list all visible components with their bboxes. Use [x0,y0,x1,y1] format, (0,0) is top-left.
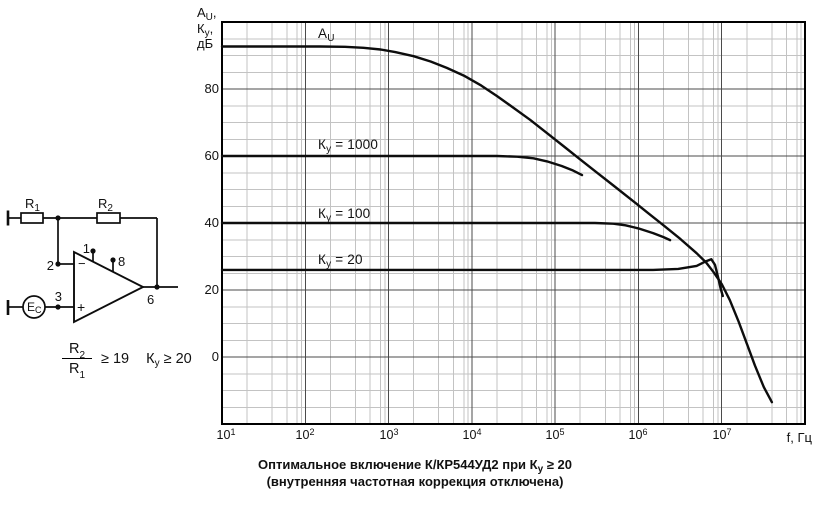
y-tick-0: 0 [211,349,219,364]
curve-label-k100: $К_у = 100$ [318,206,371,224]
output-node-dot [154,284,159,289]
pin8-label: 8 [118,254,126,269]
pin2-label: 2 [46,258,54,273]
curve-1 [222,156,582,175]
y-tick-20: 20 [204,282,219,297]
x-tick-1e1: $10^1$ [216,427,236,442]
fraction-bar [62,358,92,359]
y-tick-40: 40 [204,215,219,230]
curve-label-k20: $К_у = 20$ [318,252,363,270]
ratio-condition: ≥ 19 [101,351,130,367]
y-tick-60: 60 [204,148,219,163]
gain-formula [62,341,192,381]
x-tick-1e6: $10^6$ [628,427,648,442]
caption-line1: Оптимальное включение К/КР544УД2 при $К_у \ge 20$ [258,457,572,475]
frequency-response-chart [222,22,805,424]
pin3-label: 3 [54,289,62,304]
pin6-label: 6 [147,292,155,307]
pin1-dot [90,248,95,253]
resistor-r1 [21,213,43,223]
opamp-circuit-diagram [8,196,178,322]
node-dot [55,304,60,309]
pin8-dot [110,257,115,262]
pin1-label: 1 [82,241,90,256]
x-tick-1e5: $10^5$ [545,427,565,442]
resistor-ratio-fraction: $\frac{R_2}{R_1}$ [62,341,92,377]
x-tick-1e4: $10^4$ [462,427,482,442]
caption-line2: (внутренняя частотная коррекция отключена) [266,473,564,489]
y-axis-title: $A_U$, $К_у$, дБ [197,5,217,51]
curve-2 [222,223,670,240]
gain-condition: $К_у \ge 20$ [146,351,192,369]
figure-caption [130,457,700,490]
curve-label-k1000: $К_у = 1000$ [318,137,379,155]
r2-label: $R_2$ [98,196,113,214]
curve-label-au: $A_U$ [318,26,335,44]
x-tick-1e7: $10^7$ [712,427,732,442]
x-tick-1e3: $10^3$ [379,427,399,442]
noninverting-input-sign: + [77,299,86,315]
source-label: EC [27,300,42,315]
y-tick-80: 80 [204,81,219,96]
r1-label: $R_1$ [25,196,40,214]
x-axis-unit-label: f, Гц [786,430,812,445]
x-tick-1e2: $10^2$ [295,427,315,442]
resistor-r2 [97,213,120,223]
inverting-input-sign: − [78,256,86,271]
